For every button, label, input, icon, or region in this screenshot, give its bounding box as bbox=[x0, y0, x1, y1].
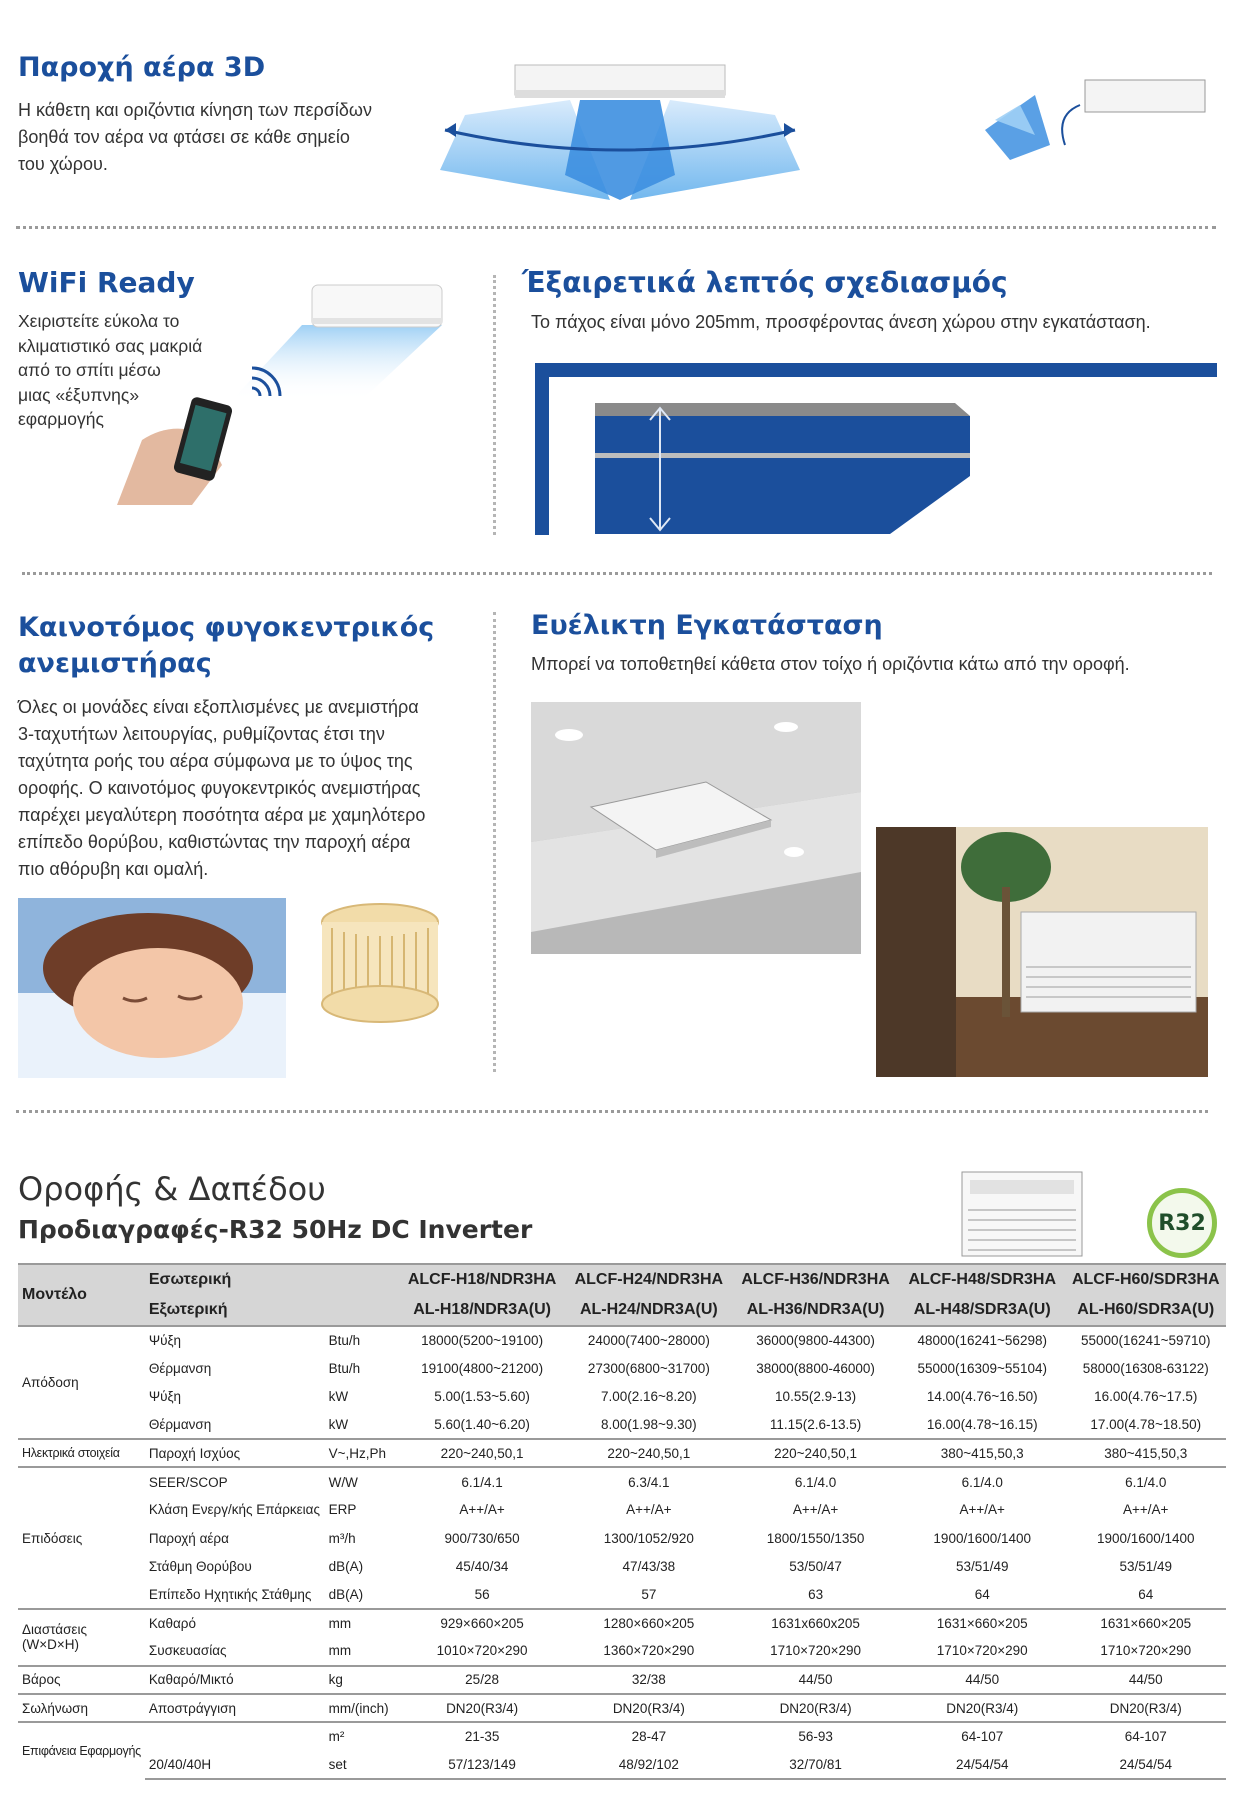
spec-value: 1710×720×290 bbox=[770, 1643, 861, 1659]
spec-unit: m³/h bbox=[328, 1530, 356, 1546]
fan-line: παρέχει μεγαλύτερη ποσότητα αέρα με χαμηλότερο bbox=[18, 805, 426, 825]
spec-value: 10.55(2.9-13) bbox=[775, 1389, 857, 1405]
spec-value: 28-47 bbox=[565, 1722, 732, 1750]
spec-value: 57 bbox=[641, 1586, 657, 1602]
outdoor-model: AL-H48/SDR3A(U) bbox=[899, 1295, 1066, 1326]
spec-value: A++/A+ bbox=[959, 1502, 1005, 1518]
spec-value: 55000(16309~55104) bbox=[917, 1360, 1047, 1376]
wifi-line: μιας «έξυπνης» bbox=[18, 384, 140, 405]
spec-value: DN20(R3/4) bbox=[565, 1694, 732, 1722]
spec-param-name: Επίπεδο Ηχητικής Στάθμης bbox=[148, 1586, 312, 1602]
spec-param-name: Κλάση Ενεργ/κής Επάρκειας bbox=[148, 1502, 320, 1518]
spec-value: 929×660×205 bbox=[399, 1609, 566, 1637]
spec-row bbox=[18, 1467, 1226, 1495]
spec-unit: kg bbox=[325, 1666, 399, 1694]
air3d-side-illustration bbox=[975, 75, 1215, 165]
spec-param-name: Παροχή Ισχύος bbox=[145, 1439, 325, 1467]
install-description: Μπορεί να τοποθετηθεί κάθετα στον τοίχο ή οριζόντια κάτω από την οροφή. bbox=[531, 654, 1130, 674]
fan-line: επίπεδο θορύβου, καθιστώντας την παροχή αέρα bbox=[18, 832, 411, 852]
spec-row bbox=[18, 1439, 1226, 1467]
spec-value: 6.1/4.0 bbox=[732, 1467, 899, 1495]
spec-value: 1900/1600/1400 bbox=[933, 1530, 1032, 1546]
spec-subtitle: Προδιαγραφές-R32 50Hz DC Inverter bbox=[18, 1215, 533, 1244]
spec-value: 900/730/650 bbox=[444, 1530, 520, 1546]
spec-value: 25/28 bbox=[399, 1666, 566, 1694]
air3d-line: βοηθά τον αέρα να φτάσει σε κάθε σημείο bbox=[18, 127, 350, 147]
spec-value: 220~240,50,1 bbox=[565, 1439, 732, 1467]
spec-row bbox=[18, 1411, 1226, 1439]
spec-param-name: Ψύξη bbox=[148, 1389, 182, 1405]
spec-value: 44/50 bbox=[732, 1666, 899, 1694]
spec-row bbox=[18, 1609, 1226, 1637]
spec-unit: set bbox=[325, 1750, 399, 1778]
spec-value: 1280×660×205 bbox=[565, 1609, 732, 1637]
indoor-model: ALCF-H24/NDR3HA bbox=[565, 1264, 732, 1295]
air3d-line: Η κάθετη και οριζόντια κίνηση των περσίδων bbox=[18, 100, 372, 120]
fan-line: πιο αθόρυβη και ομαλή. bbox=[18, 859, 209, 879]
air3d-description bbox=[18, 97, 372, 178]
spec-value: 220~240,50,1 bbox=[399, 1439, 566, 1467]
spec-row bbox=[18, 1524, 1226, 1552]
spec-value: 8.00(1.98~9.30) bbox=[600, 1417, 697, 1433]
spec-unit: Btu/h bbox=[328, 1360, 361, 1376]
spec-value: 19100(4800~21200) bbox=[421, 1360, 544, 1376]
spec-value: DN20(R3/4) bbox=[732, 1694, 899, 1722]
spec-value: 1900/1600/1400 bbox=[1096, 1530, 1195, 1546]
spec-value: 64-107 bbox=[899, 1722, 1066, 1750]
spec-row bbox=[18, 1354, 1226, 1382]
spec-value: 6.1/4.0 bbox=[899, 1467, 1066, 1495]
outdoor-model: AL-H24/NDR3A(U) bbox=[565, 1295, 732, 1326]
spec-value: 24/54/54 bbox=[899, 1750, 1066, 1778]
product-unit-image bbox=[960, 1170, 1084, 1258]
spec-value: 220~240,50,1 bbox=[732, 1439, 899, 1467]
indoor-model: ALCF-H60/SDR3HA bbox=[1066, 1264, 1227, 1295]
spec-value: 1631x660x205 bbox=[732, 1609, 899, 1637]
spec-row bbox=[18, 1326, 1226, 1354]
spec-unit: Btu/h bbox=[325, 1326, 399, 1354]
fan-line: οροφής. Ο καινοτόμος φυγοκεντρικός ανεμιστήρας bbox=[18, 778, 421, 798]
spec-value: 44/50 bbox=[1066, 1666, 1227, 1694]
spec-value: 16.00(4.78~16.15) bbox=[926, 1417, 1038, 1433]
spec-row bbox=[18, 1496, 1226, 1524]
spec-value: 7.00(2.16~8.20) bbox=[600, 1389, 697, 1405]
spec-table bbox=[18, 1263, 1226, 1780]
spec-row bbox=[18, 1666, 1226, 1694]
spec-unit: mm/(inch) bbox=[325, 1694, 399, 1722]
fan-line: ταχύτητα ροής του αέρα σύμφωνα με το ύψος της bbox=[18, 751, 413, 771]
indoor-label: Εσωτερική bbox=[145, 1264, 399, 1295]
spec-value: 17.00(4.78~18.50) bbox=[1090, 1417, 1202, 1433]
spec-value: 24/54/54 bbox=[1066, 1750, 1227, 1778]
spec-value: 11.15(2.6-13.5) bbox=[769, 1417, 862, 1433]
divider bbox=[16, 1110, 1208, 1113]
spec-value: 58000(16308-63122) bbox=[1082, 1360, 1209, 1376]
spec-unit: W/W bbox=[325, 1467, 399, 1495]
divider bbox=[22, 572, 1212, 575]
spec-group-label: Επιδόσεις bbox=[18, 1467, 145, 1608]
spec-value: 5.60(1.40~6.20) bbox=[434, 1417, 530, 1433]
spec-value: 56 bbox=[474, 1586, 490, 1602]
spec-value: 64-107 bbox=[1066, 1722, 1227, 1750]
divider-vertical bbox=[493, 612, 496, 1072]
spec-group-label: Ηλεκτρικά στοιχεία bbox=[18, 1439, 145, 1467]
spec-value: 53/51/49 bbox=[1119, 1559, 1173, 1575]
spec-value: 45/40/34 bbox=[455, 1559, 509, 1575]
spec-value: 6.3/4.1 bbox=[565, 1467, 732, 1495]
spec-title: Οροφής & Δαπέδου bbox=[18, 1170, 326, 1208]
spec-value: 5.00(1.53~5.60) bbox=[434, 1389, 530, 1405]
fan-description bbox=[18, 694, 425, 883]
divider-vertical bbox=[493, 275, 496, 535]
spec-value: 1360×720×290 bbox=[603, 1643, 695, 1659]
spec-param-name: Θέρμανση bbox=[148, 1360, 212, 1376]
indoor-model: ALCF-H36/NDR3HA bbox=[732, 1264, 899, 1295]
section-title-fan bbox=[18, 610, 434, 682]
spec-group-label: Σωλήνωση bbox=[18, 1694, 145, 1722]
spec-value: 48000(16241~56298) bbox=[899, 1326, 1066, 1354]
indoor-model: ALCF-H48/SDR3HA bbox=[899, 1264, 1066, 1295]
spec-header-outdoor-row bbox=[18, 1295, 1226, 1326]
spec-value: 1631×660×205 bbox=[899, 1609, 1066, 1637]
indoor-model: ALCF-H18/NDR3HA bbox=[399, 1264, 566, 1295]
spec-value: A++/A+ bbox=[626, 1502, 672, 1518]
outdoor-model: AL-H18/NDR3A(U) bbox=[399, 1295, 566, 1326]
spec-value: 18000(5200~19100) bbox=[399, 1326, 566, 1354]
spec-value: DN20(R3/4) bbox=[399, 1694, 566, 1722]
spec-group-label: Επιφάνεια Εφαρμογής bbox=[18, 1722, 145, 1779]
spec-value: 27300(6800~31700) bbox=[587, 1360, 710, 1376]
spec-param-name: Παροχή αέρα bbox=[148, 1530, 229, 1546]
spec-value: 55000(16241~59710) bbox=[1066, 1326, 1227, 1354]
floor-install-photo bbox=[876, 827, 1208, 1077]
spec-unit: dB(A) bbox=[328, 1586, 364, 1602]
spec-value: 48/92/102 bbox=[565, 1750, 732, 1778]
spec-param-name: 20/40/40H bbox=[145, 1750, 325, 1778]
spec-group-label: Απόδοση bbox=[18, 1326, 145, 1439]
section-title-wifi: WiFi Ready bbox=[18, 266, 195, 299]
spec-param-name: Ψύξη bbox=[145, 1326, 325, 1354]
wifi-line: Χειριστείτε εύκολα το bbox=[18, 311, 180, 331]
spec-unit: V~,Hz,Ph bbox=[325, 1439, 399, 1467]
spec-param-name: Θέρμανση bbox=[148, 1417, 212, 1433]
spec-value: 36000(9800-44300) bbox=[732, 1326, 899, 1354]
spec-value: 24000(7400~28000) bbox=[565, 1326, 732, 1354]
spec-row bbox=[18, 1750, 1226, 1778]
spec-value: A++/A+ bbox=[1123, 1502, 1169, 1518]
spec-unit: dB(A) bbox=[328, 1559, 364, 1575]
fan-line: 3-ταχυτήτων λειτουργίας, ρυθμίζοντας έτσι την bbox=[18, 724, 385, 744]
spec-param-name: Στάθμη Θορύβου bbox=[148, 1559, 252, 1575]
spec-row bbox=[18, 1637, 1226, 1665]
section-title-slim: Έξαιρετικά λεπτός σχεδιασμός bbox=[522, 266, 1008, 299]
spec-value: 57/123/149 bbox=[399, 1750, 566, 1778]
spec-row bbox=[18, 1722, 1226, 1750]
spec-value: 380~415,50,3 bbox=[899, 1439, 1066, 1467]
spec-value: 47/43/38 bbox=[622, 1559, 676, 1575]
spec-value: 32/70/81 bbox=[732, 1750, 899, 1778]
spec-group-label: Διαστάσεις (W×D×H) bbox=[18, 1609, 145, 1666]
spec-param-name: Συσκευασίας bbox=[148, 1643, 227, 1659]
spec-value: A++/A+ bbox=[792, 1502, 839, 1518]
outdoor-label: Εξωτερική bbox=[145, 1295, 399, 1326]
spec-value: 63 bbox=[808, 1586, 824, 1602]
spec-value: 1710×720×290 bbox=[936, 1643, 1028, 1659]
air3d-line: του χώρου. bbox=[18, 154, 108, 174]
spec-row bbox=[18, 1383, 1226, 1411]
spec-unit: mm bbox=[328, 1643, 352, 1659]
fan-title-line: ανεμιστήρας bbox=[18, 648, 212, 679]
outdoor-model: AL-H36/NDR3A(U) bbox=[732, 1295, 899, 1326]
spec-row bbox=[18, 1694, 1226, 1722]
spec-value: A++/A+ bbox=[459, 1502, 505, 1518]
spec-value: 21-35 bbox=[399, 1722, 566, 1750]
spec-value: 1800/1550/1350 bbox=[766, 1530, 865, 1546]
spec-value: 380~415,50,3 bbox=[1066, 1439, 1227, 1467]
wifi-line: κλιματιστικό σας μακριά bbox=[18, 335, 203, 356]
ceiling-install-photo bbox=[531, 702, 861, 954]
spec-value: 53/50/47 bbox=[789, 1559, 842, 1575]
spec-value: 56-93 bbox=[732, 1722, 899, 1750]
spec-unit: mm bbox=[325, 1609, 399, 1637]
spec-value: 1010×720×290 bbox=[436, 1643, 528, 1659]
spec-unit: kW bbox=[328, 1417, 349, 1433]
r32-badge bbox=[1147, 1188, 1217, 1258]
spec-value: 32/38 bbox=[565, 1666, 732, 1694]
spec-value: DN20(R3/4) bbox=[899, 1694, 1066, 1722]
air3d-illustration bbox=[420, 60, 820, 205]
spec-value: 6.1/4.1 bbox=[399, 1467, 566, 1495]
section-title-install: Ευέλικτη Εγκατάσταση bbox=[531, 610, 883, 641]
spec-value: 14.00(4.76~16.50) bbox=[926, 1389, 1038, 1405]
spec-header-indoor-row bbox=[18, 1264, 1226, 1295]
spec-value: DN20(R3/4) bbox=[1066, 1694, 1227, 1722]
sleeping-child-photo bbox=[18, 898, 286, 1078]
spec-value: 64 bbox=[974, 1586, 990, 1602]
spec-param-name: SEER/SCOP bbox=[145, 1467, 325, 1495]
section-title-air3d: Παροχή αέρα 3D bbox=[18, 52, 266, 83]
fan-title-line: Καινοτόμος φυγοκεντρικός bbox=[18, 612, 435, 643]
spec-row bbox=[18, 1581, 1226, 1609]
spec-group-label: Βάρος bbox=[18, 1666, 145, 1694]
r32-badge-label: R32 bbox=[1158, 1210, 1206, 1236]
spec-row bbox=[18, 1552, 1226, 1580]
spec-value: 64 bbox=[1138, 1586, 1154, 1602]
fan-line: Όλες οι μονάδες είναι εξοπλισμένες με ανεμιστήρα bbox=[18, 697, 419, 717]
divider bbox=[16, 226, 1216, 229]
spec-param-name: Αποστράγγιση bbox=[145, 1694, 325, 1722]
spec-unit: kW bbox=[328, 1389, 349, 1405]
spec-param-name: Καθαρό/Μικτό bbox=[145, 1666, 325, 1694]
spec-value: 6.1/4.0 bbox=[1066, 1467, 1227, 1495]
slim-description: Το πάχος είναι μόνο 205mm, προσφέροντας άνεση χώρου στην εγκατάσταση. bbox=[531, 312, 1151, 332]
spec-value: 1631×660×205 bbox=[1066, 1609, 1227, 1637]
spec-unit: ERP bbox=[328, 1502, 357, 1518]
spec-value: 16.00(4.76~17.5) bbox=[1094, 1389, 1198, 1405]
wifi-line: από το σπίτι μέσω bbox=[18, 360, 161, 380]
spec-param-name bbox=[145, 1722, 325, 1750]
spec-value: 1710×720×290 bbox=[1100, 1643, 1192, 1659]
wifi-line: εφαρμογής bbox=[18, 409, 104, 429]
wifi-illustration bbox=[112, 280, 452, 515]
slim-illustration bbox=[530, 358, 1220, 540]
spec-unit: m² bbox=[325, 1722, 399, 1750]
spec-value: 44/50 bbox=[899, 1666, 1066, 1694]
spec-param-name: Καθαρό bbox=[145, 1609, 325, 1637]
spec-value: 1300/1052/920 bbox=[603, 1530, 694, 1546]
outdoor-model: AL-H60/SDR3A(U) bbox=[1066, 1295, 1227, 1326]
model-label: Μοντέλο bbox=[18, 1264, 145, 1326]
centrifugal-fan-image bbox=[300, 894, 460, 1034]
spec-value: 38000(8800-46000) bbox=[756, 1360, 875, 1376]
spec-value: 53/51/49 bbox=[955, 1559, 1009, 1575]
